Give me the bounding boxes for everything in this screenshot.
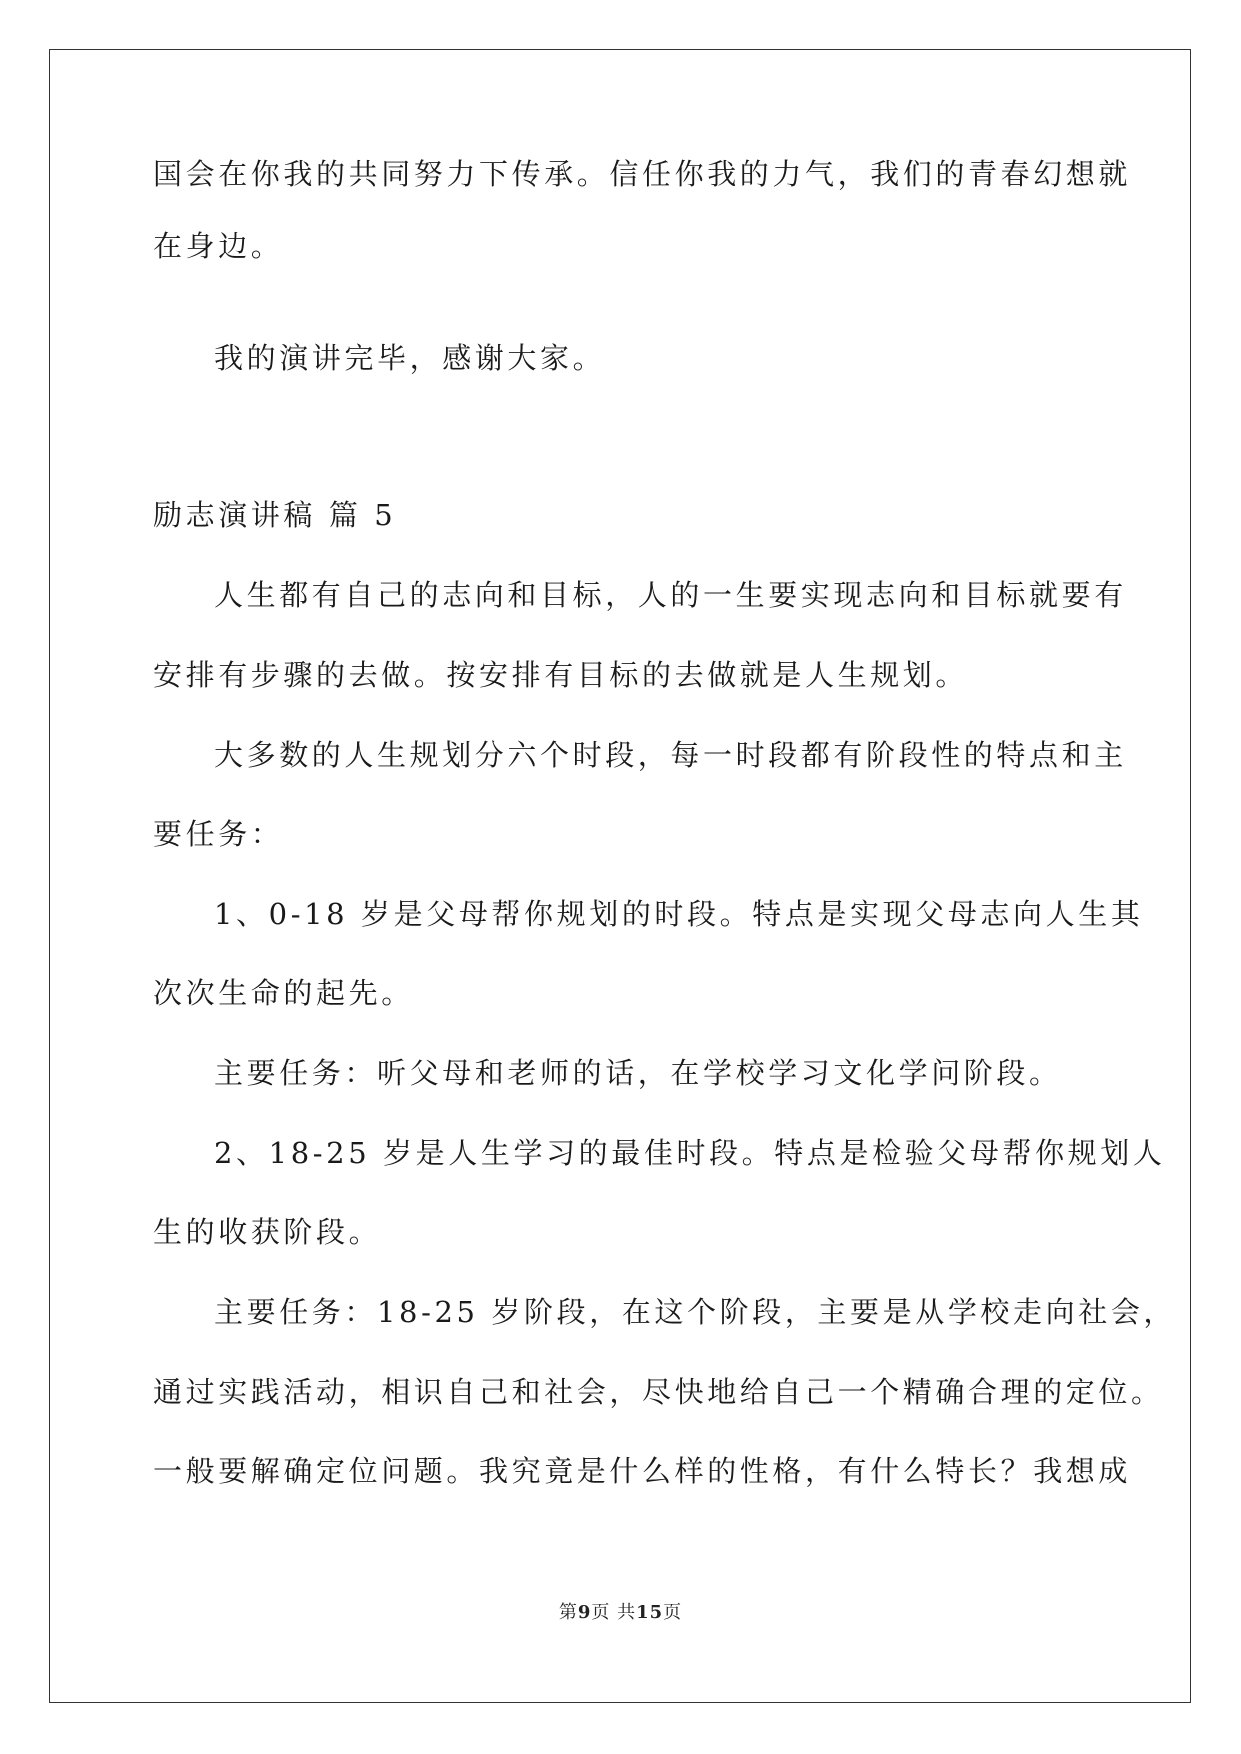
text-line: 安排有步骤的去做。按安排有目标的去做就是人生规划。	[153, 658, 969, 692]
footer-middle: 页 共	[591, 1602, 637, 1623]
section-heading: 励志演讲稿 篇 5	[153, 498, 397, 532]
text-line: 次次生命的起先。	[153, 976, 414, 1010]
text-line: 国会在你我的共同努力下传承。信任你我的力气，我们的青春幻想就	[153, 157, 1132, 191]
text-line: 2、18-25 岁是人生学习的最佳时段。特点是检验父母帮你规划人	[214, 1136, 1166, 1170]
text-line: 通过实践活动，相识自己和社会，尽快地给自己一个精确合理的定位。	[153, 1375, 1164, 1409]
text-line: 人生都有自己的志向和目标，人的一生要实现志向和目标就要有	[214, 578, 1127, 612]
text-line: 在身边。	[153, 229, 284, 263]
page-footer	[0, 1601, 1241, 1625]
text-line: 一般要解确定位问题。我究竟是什么样的性格，有什么特长？我想成	[153, 1454, 1132, 1488]
current-page-number: 9	[577, 1602, 592, 1623]
text-line: 主要任务：听父母和老师的话，在学校学习文化学问阶段。	[214, 1056, 1062, 1090]
footer-suffix: 页	[663, 1602, 683, 1623]
text-line: 大多数的人生规划分六个时段，每一时段都有阶段性的特点和主	[214, 738, 1127, 772]
text-line: 要任务：	[153, 817, 284, 851]
total-page-number: 15	[636, 1602, 664, 1623]
footer-prefix: 第	[558, 1602, 578, 1623]
text-line: 生的收获阶段。	[153, 1215, 382, 1249]
text-line: 主要任务：18-25 岁阶段，在这个阶段，主要是从学校走向社会，	[214, 1295, 1177, 1329]
text-line: 我的演讲完毕，感谢大家。	[214, 341, 606, 375]
text-line: 1、0-18 岁是父母帮你规划的时段。特点是实现父母志向人生其	[214, 897, 1144, 931]
